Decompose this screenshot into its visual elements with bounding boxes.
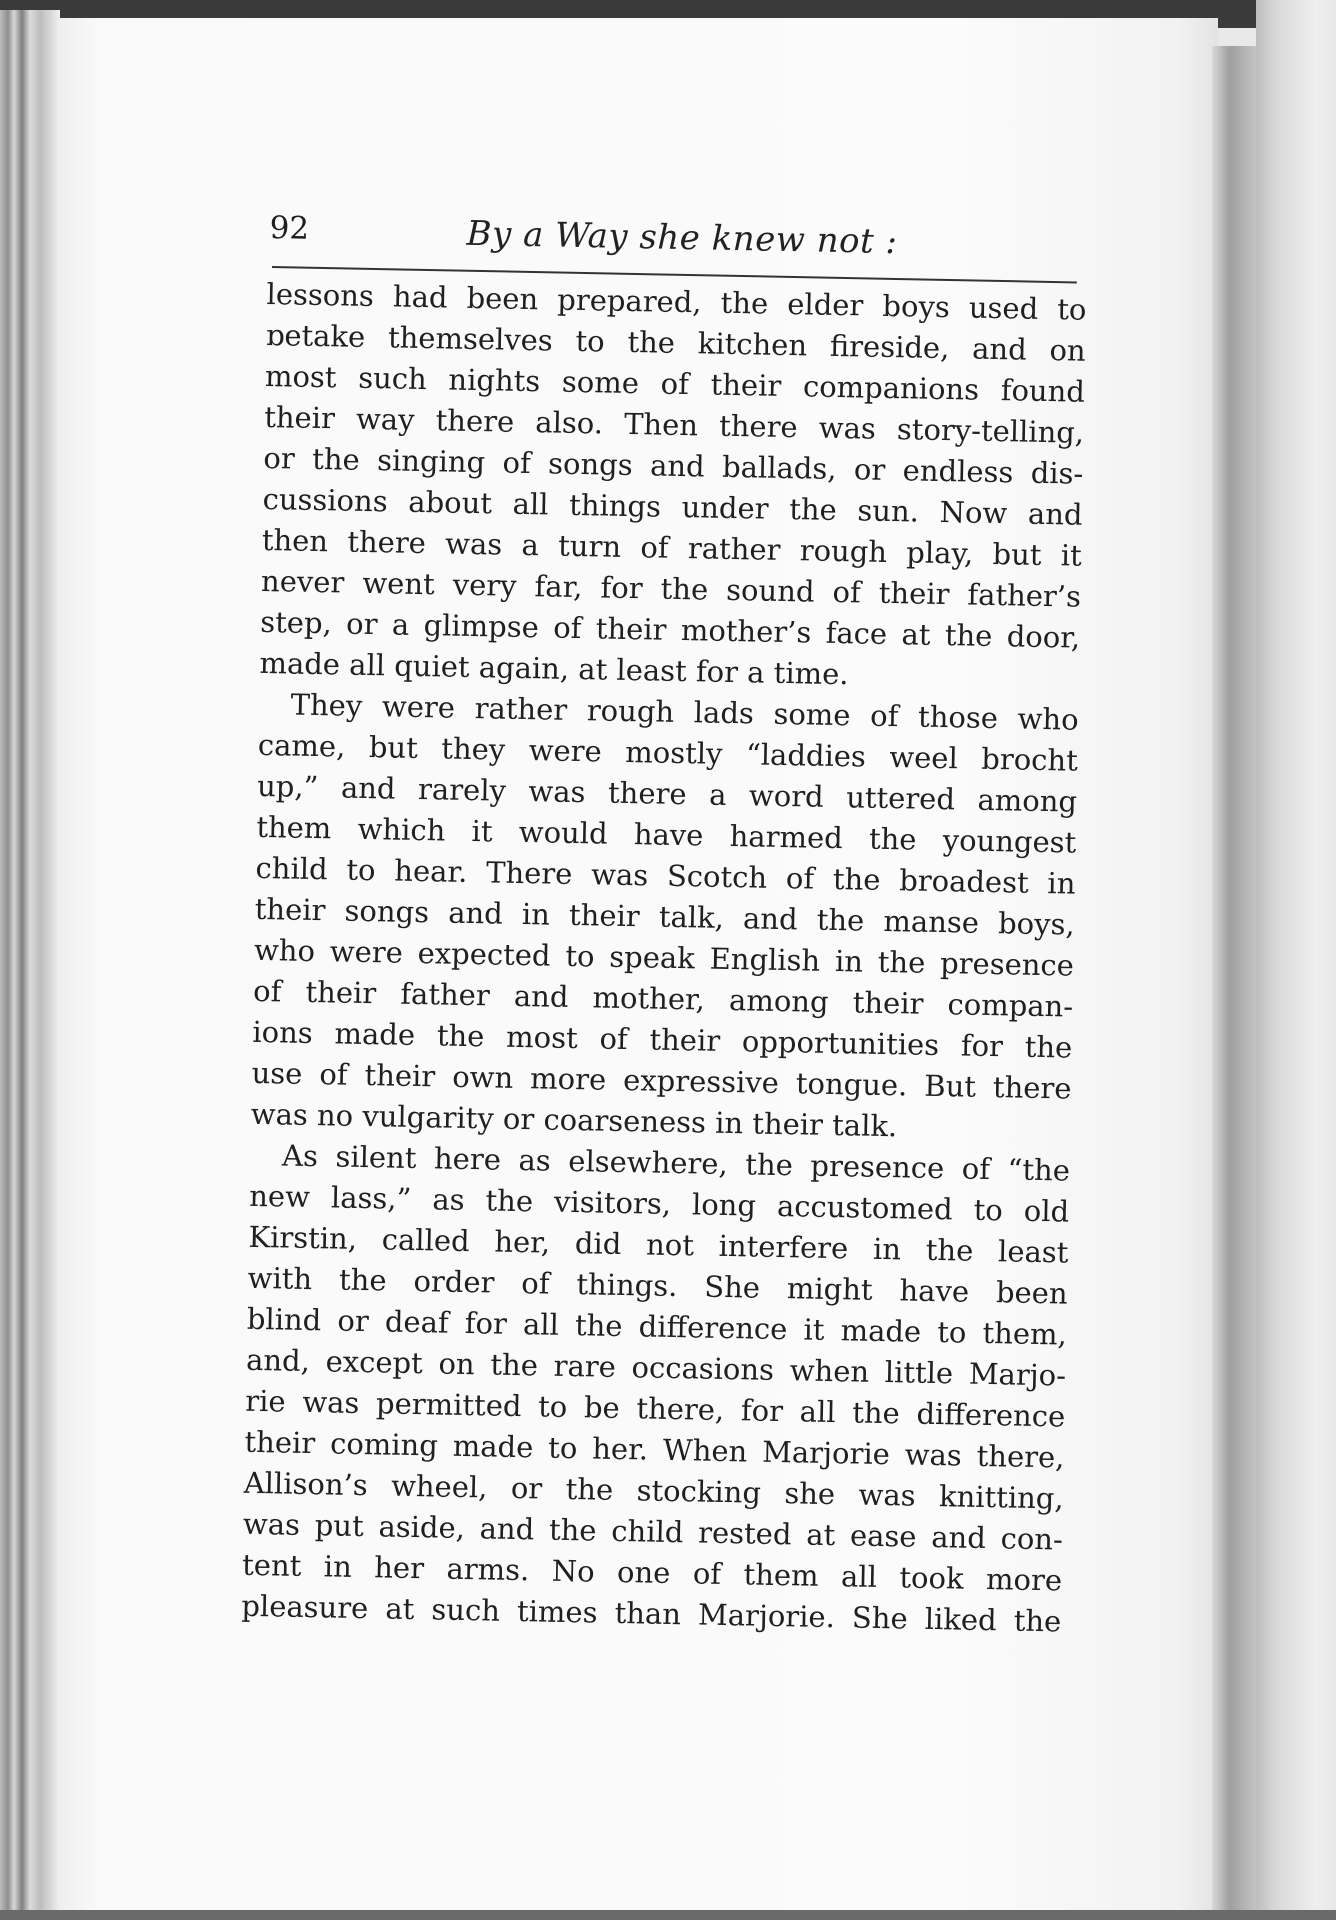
text-line: or the singing of songs and ballads, or endless dis- bbox=[263, 440, 1084, 491]
text-line: with the order of things. She might have been bbox=[247, 1260, 1068, 1311]
text-line: who were expected to speak English in the presence bbox=[253, 932, 1075, 983]
scan-background-bottom bbox=[0, 1910, 1336, 1920]
text-line: use of their own more expressive tongue. But there bbox=[251, 1055, 1072, 1106]
text-line: As silent here as elsewhere, the presence of “the bbox=[281, 1138, 1071, 1188]
book-binding-edge bbox=[0, 10, 60, 1920]
facing-page-edge bbox=[1212, 46, 1256, 1920]
text-line: They were rather rough lads some of those who bbox=[290, 687, 1079, 737]
text-line: never went very far, for the sound of their father’s bbox=[260, 563, 1082, 614]
text-line: their way there also. Then there was story-telling, bbox=[263, 399, 1085, 450]
text-line: blind or deaf for all the difference it made to them, bbox=[246, 1301, 1068, 1352]
text-line: tent in her arms. No one of them all took more bbox=[241, 1547, 1063, 1598]
text-line: ɒetake themselves to the kitchen fireside, and on bbox=[265, 317, 1087, 368]
text-line: Kirstin, called her, did not interfere in the least bbox=[248, 1219, 1069, 1270]
text-line: made all quiet again, at least for a time. bbox=[259, 645, 849, 692]
text-line: them which it would have harmed the youngest bbox=[256, 809, 1077, 860]
text-line: their coming made to her. When Marjorie was there, bbox=[244, 1424, 1065, 1475]
text-line: and, except on the rare occasions when little Marjo- bbox=[245, 1342, 1067, 1393]
text-line: step, or a glimpse of their mother’s face at the door, bbox=[259, 604, 1081, 655]
text-line: was put aside, and the child rested at ease and con- bbox=[242, 1506, 1064, 1557]
text-line: was no vulgarity or coarseness in their talk. bbox=[250, 1096, 898, 1144]
text-line: then there was a turn of rather rough play, but it bbox=[261, 522, 1083, 573]
text-line: Allison’s wheel, or the stocking she was knitting, bbox=[243, 1465, 1064, 1516]
text-line: of their father and mother, among their compan- bbox=[252, 973, 1074, 1024]
text-line: up,” and rarely was there a word uttered among bbox=[256, 768, 1078, 819]
page-number: 92 bbox=[269, 210, 310, 247]
text-line: their songs and in their talk, and the manse boys, bbox=[254, 891, 1075, 942]
text-line: lessons had been prepared, the elder boys used to bbox=[266, 276, 1087, 327]
text-line: pleasure at such times than Marjorie. She liked the bbox=[241, 1588, 1062, 1639]
text-line: rie was permitted to be there, for all the difference bbox=[245, 1383, 1066, 1434]
text-line: new lass,” as the visitors, long accustomed to old bbox=[248, 1178, 1070, 1229]
text-line: most such nights some of their companions found bbox=[264, 358, 1086, 409]
text-line: came, but they were mostly “laddies weel brocht bbox=[257, 727, 1079, 778]
running-title: By a Way she knew not : bbox=[466, 213, 898, 263]
text-line: cussions about all things under the sun. Now and bbox=[262, 481, 1083, 532]
text-line: ions made the most of their opportunities for the bbox=[252, 1014, 1073, 1065]
text-line: child to hear. There was Scotch of the broadest in bbox=[255, 850, 1076, 901]
scan-background-right bbox=[1256, 0, 1336, 1920]
